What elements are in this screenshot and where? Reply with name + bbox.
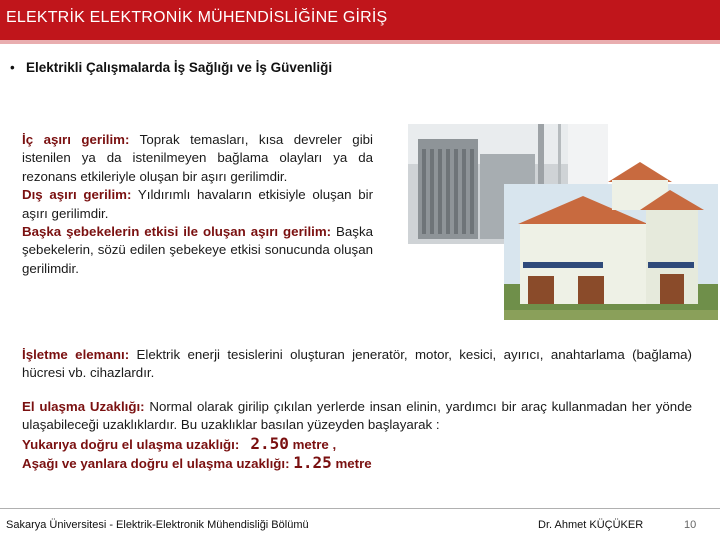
reach-down-value: 1.25 bbox=[293, 453, 332, 473]
operator-section bbox=[22, 346, 692, 383]
footer-university: Sakarya Üniversitesi - Elektrik-Elektronik Mühendisliği Bölümü bbox=[6, 519, 309, 531]
reach-up-label: Yukarıya doğru el ulaşma uzaklığı: bbox=[22, 436, 240, 452]
reach-up-unit: metre , bbox=[288, 436, 337, 452]
reach-term: El ulaşma Uzaklığı: bbox=[22, 399, 145, 414]
external-overvoltage-text: Yıldırımlı havaların etkisiyle oluşan bir aşırı gerilimdir. bbox=[22, 187, 373, 221]
internal-overvoltage-term: İç aşırı gerilim: bbox=[22, 132, 130, 147]
bullet-icon: • bbox=[10, 60, 15, 75]
footer-divider bbox=[0, 508, 720, 509]
substation-illustration bbox=[408, 124, 718, 320]
reach-text: Normal olarak girilip çıkılan yerlerde insan elinin, yardımcı bir araç kullanmadan her yönde ulaşabileceği uzaklıklardır. Bu uzaklıklar basılan yüzeyden başlayarak : bbox=[22, 399, 692, 433]
operator-text: Elektrik enerji tesislerini oluşturan jeneratör, motor, kesici, ayırıcı, anahtarlama (bağlama) hücresi vb. cihazlardır. bbox=[22, 347, 692, 381]
reach-down-unit: metre bbox=[331, 456, 372, 472]
reach-up-value: 2.50 bbox=[250, 433, 289, 453]
internal-overvoltage-paragraph bbox=[22, 131, 373, 186]
slide-title: ELEKTRİK ELEKTRONİK MÜHENDİSLİĞİNE GİRİŞ bbox=[6, 9, 388, 26]
reach-up-line bbox=[22, 435, 692, 454]
external-overvoltage-term: Dış aşırı gerilim: bbox=[22, 187, 132, 203]
bullet-heading bbox=[10, 60, 332, 75]
external-overvoltage-paragraph bbox=[22, 186, 373, 223]
reach-down-label: Aşağı ve yanlara doğru el ulaşma uzaklığı: bbox=[22, 456, 290, 472]
network-overvoltage-paragraph bbox=[22, 223, 373, 278]
network-overvoltage-text: Başka şebekelerin, sözü edilen şebekeye etkisi sonucunda oluşan gerilimdir. bbox=[22, 224, 374, 276]
internal-overvoltage-text: Toprak temasları, kısa devreler gibi istenilen ya da istenilmeyen bağlama olayları ya da rezonans etkileriyle oluşan bir aşırı gerilimdir. bbox=[22, 132, 374, 184]
footer-author: Dr. Ahmet KÜÇÜKER bbox=[538, 519, 644, 531]
network-overvoltage-term: Başka şebekelerin etkisi ile oluşan aşırı gerilim: bbox=[22, 224, 332, 240]
intro-paragraphs bbox=[22, 131, 373, 278]
header-divider bbox=[0, 40, 720, 44]
reach-definition bbox=[22, 398, 692, 435]
header-bar bbox=[0, 0, 720, 40]
reach-section bbox=[22, 398, 692, 474]
substation-photos bbox=[408, 124, 718, 320]
operator-term: İşletme elemanı: bbox=[22, 347, 130, 362]
reach-down-line bbox=[22, 454, 692, 473]
bullet-heading-text: Elektrikli Çalışmalarda İş Sağlığı ve İş Güvenliği bbox=[26, 60, 333, 75]
page-number: 10 bbox=[684, 519, 697, 531]
